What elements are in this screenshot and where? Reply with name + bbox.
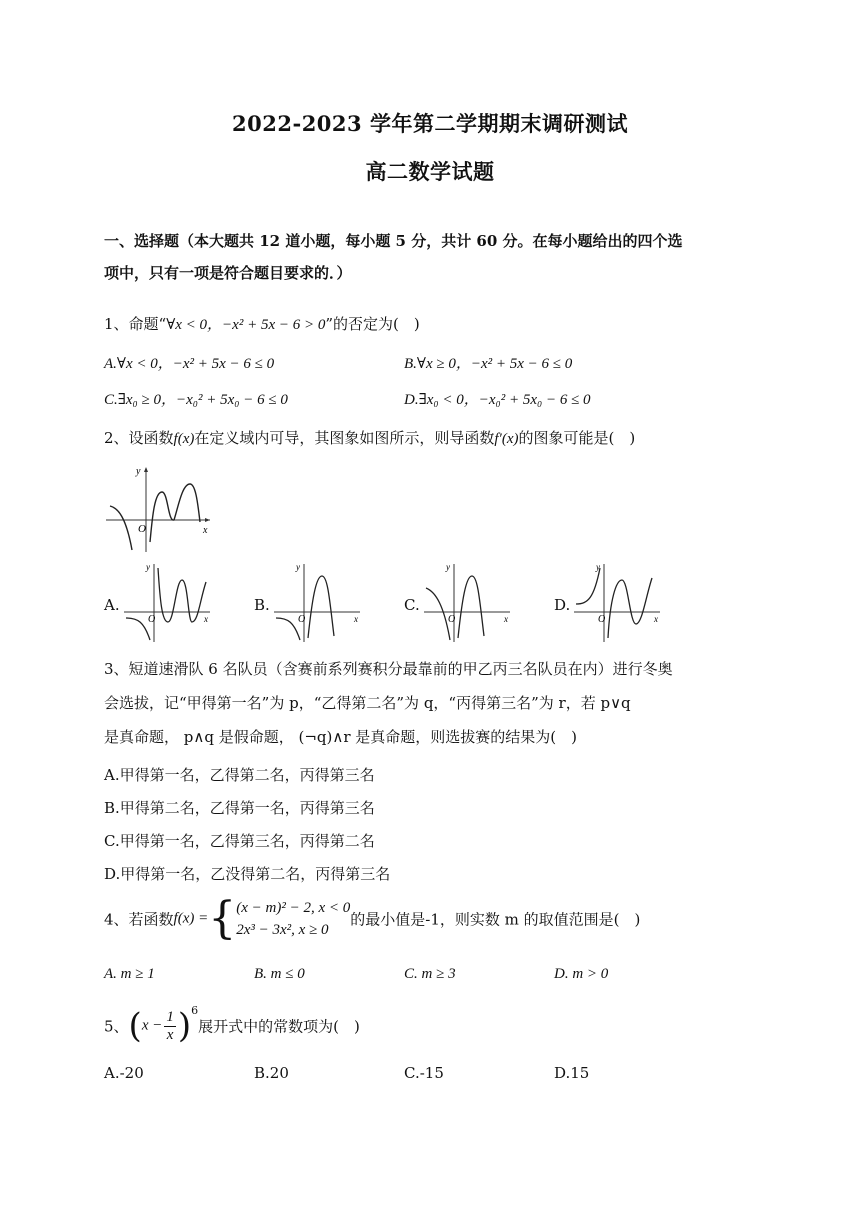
origin-label: O xyxy=(598,614,606,625)
x-axis-label: x xyxy=(203,525,208,536)
curve-right-branch xyxy=(158,568,206,622)
q2-original-graph xyxy=(104,462,216,554)
q4-stem xyxy=(104,893,641,944)
q2-option-d-label: D. xyxy=(554,596,571,614)
fraction-denominator: x xyxy=(166,1026,174,1043)
piecewise-cases xyxy=(236,897,350,941)
q2-stem-f: f(x) xyxy=(173,431,195,447)
piecewise-brace: { xyxy=(208,893,237,944)
q1-option-a: A.∀x < 0，−x² + 5x − 6 ≤ 0 xyxy=(104,356,275,372)
q3-stem-line2: 会选拔，记“甲得第一名”为 p，“乙得第二名”为 q，“丙得第三名”为 r，若 p∨q xyxy=(104,694,631,712)
x-axis-arrow-icon xyxy=(205,518,210,522)
q4-option-b: B. m ≤ 0 xyxy=(254,966,305,982)
curve-left-branch xyxy=(126,618,150,640)
section-heading-line2: 项中，只有一项是符合题目要求的．） xyxy=(104,264,352,282)
y-axis-label: y xyxy=(146,562,150,572)
q1-stem-suffix: ”的否定为( ) xyxy=(325,315,420,333)
q2-stem-a: 2、设函数 xyxy=(104,429,174,447)
origin-label: O xyxy=(298,614,306,625)
y-axis-label: y xyxy=(596,562,600,572)
curve-right-branch xyxy=(150,484,200,542)
left-paren: ( xyxy=(128,1006,142,1046)
q2-option-c-graph xyxy=(422,560,514,644)
exam-title: 2022-2023 学年第二学期期末调研测试 xyxy=(232,111,628,136)
q1-stem-prefix: 1、命题“ xyxy=(104,315,167,333)
y-axis-label: y xyxy=(446,562,450,572)
y-axis-arrow-icon xyxy=(144,467,148,472)
origin-label: O xyxy=(138,523,146,535)
curve-right-branch xyxy=(458,576,484,638)
q1-stem-math: ∀x < 0，−x² + 5x − 6 > 0 xyxy=(166,317,326,333)
x-axis-label: x xyxy=(504,614,508,624)
q4-option-a: A. m ≥ 1 xyxy=(104,966,155,982)
q5-stem-b: 展开式中的常数项为( ) xyxy=(198,1017,360,1036)
q1-stem xyxy=(104,313,420,334)
curve-right-branch xyxy=(308,576,334,638)
q2-stem-c: 的图象可能是( ) xyxy=(518,429,636,447)
q4-stem-f: f(x) = xyxy=(173,910,209,927)
origin-label: O xyxy=(448,614,456,625)
q5-exponent: 6 xyxy=(191,1004,199,1017)
q2-option-a-graph xyxy=(122,560,214,644)
q1-option-d: D.∃x₀ < 0，−x₀² + 5x₀ − 6 ≤ 0 xyxy=(404,392,591,408)
exam-subtitle: 高二数学试题 xyxy=(365,159,495,184)
x-axis-label: x xyxy=(204,614,208,624)
section-heading-line1: 一、选择题（本大题共 12 道小题，每小题 5 分，共计 60 分。在每小题给出的四个选 xyxy=(104,232,683,250)
fraction-numerator: 1 xyxy=(166,1008,174,1025)
q3-option-c: C.甲得第一名，乙得第三名，丙得第二名 xyxy=(104,832,375,850)
q3-stem-line3: 是真命题， p∧q 是假命题， (¬q)∧r 是真命题，则选拔赛的结果为( ) xyxy=(104,728,577,746)
q5-stem xyxy=(104,1006,360,1046)
origin-label: O xyxy=(148,614,156,625)
y-axis-label: y xyxy=(296,562,300,572)
q5-option-b: B.20 xyxy=(254,1064,289,1082)
x-axis-label: x xyxy=(654,614,658,624)
y-axis-label: y xyxy=(136,466,141,477)
right-paren: ) xyxy=(177,1006,192,1046)
q5-expr-x: x − xyxy=(141,1017,163,1034)
q3-option-b: B.甲得第二名，乙得第一名，丙得第三名 xyxy=(104,799,375,817)
q2-option-b-label: B. xyxy=(254,596,270,614)
curve-left-branch xyxy=(276,618,300,640)
q2-option-d-graph xyxy=(572,560,664,644)
section-heading xyxy=(104,225,764,289)
q4-option-c: C. m ≥ 3 xyxy=(404,966,456,982)
piece-case-1: (x − m)² − 2, x < 0 xyxy=(236,900,351,916)
curve-right-branch xyxy=(608,578,652,638)
q1-option-c: C.∃x₀ ≥ 0，−x₀² + 5x₀ − 6 ≤ 0 xyxy=(104,392,288,408)
q5-option-d: D.15 xyxy=(554,1064,590,1082)
q2-stem xyxy=(104,427,635,448)
q5-stem-a: 5、 xyxy=(104,1017,129,1036)
q4-stem-a: 4、若函数 xyxy=(104,910,174,929)
curve-left-branch xyxy=(426,588,450,640)
fraction xyxy=(164,1009,176,1044)
q3-option-a: A.甲得第一名，乙得第二名，丙得第三名 xyxy=(104,766,375,784)
q1-option-b: B.∀x ≥ 0，−x² + 5x − 6 ≤ 0 xyxy=(404,356,573,372)
q2-stem-fprime: f′(x) xyxy=(494,431,519,447)
q4-stem-b: 的最小值是-1，则实数 m 的取值范围是( ) xyxy=(350,910,641,929)
q5-option-c: C.-15 xyxy=(404,1064,444,1082)
q3-option-d: D.甲得第一名，乙没得第二名，丙得第三名 xyxy=(104,865,391,883)
q2-option-c-label: C. xyxy=(404,596,420,614)
x-axis-label: x xyxy=(354,614,358,624)
q2-option-a-label: A. xyxy=(104,596,120,614)
curve-left-branch xyxy=(576,568,600,604)
q2-option-b-graph xyxy=(272,560,364,644)
q4-option-d: D. m > 0 xyxy=(554,966,609,982)
q5-option-a: A.-20 xyxy=(104,1064,144,1082)
piece-case-2: 2x³ − 3x², x ≥ 0 xyxy=(236,922,329,938)
q3-stem-line1: 3、短道速滑队 6 名队员（含赛前系列赛积分最靠前的甲乙丙三名队员在内）进行冬奥 xyxy=(104,660,673,678)
q2-stem-b: 在定义域内可导，其图象如图所示，则导函数 xyxy=(194,429,495,447)
curve-left-branch xyxy=(110,506,132,550)
